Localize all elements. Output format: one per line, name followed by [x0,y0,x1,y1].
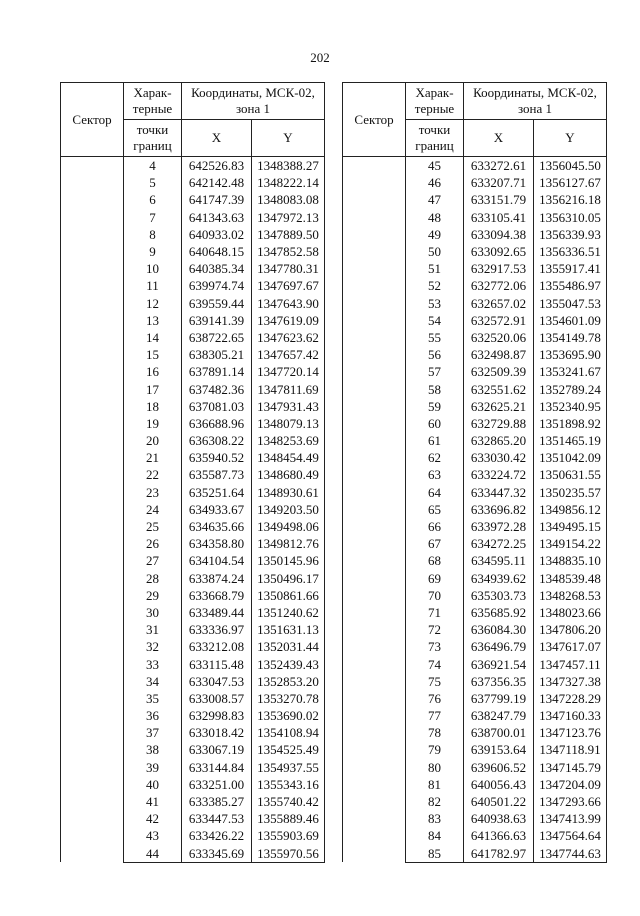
point-number-cell: 31 [124,621,182,638]
x-coordinate-cell: 633144.84 [182,759,252,776]
y-coordinate-cell: 1356045.50 [534,157,607,175]
y-coordinate-cell: 1356310.05 [534,209,607,226]
x-coordinate-cell: 642142.48 [182,174,252,191]
point-number-cell: 48 [406,209,464,226]
x-coordinate-cell: 640056.43 [464,776,534,793]
point-number-cell: 54 [406,312,464,329]
y-coordinate-cell: 1354601.09 [534,312,607,329]
x-coordinate-cell: 633668.79 [182,587,252,604]
point-number-cell: 52 [406,277,464,294]
x-coordinate-cell: 639606.52 [464,759,534,776]
point-number-cell: 24 [124,501,182,518]
y-coordinate-cell: 1347697.67 [252,277,325,294]
table-row [61,157,325,175]
x-coordinate-cell: 638722.65 [182,329,252,346]
point-number-cell: 4 [124,157,182,175]
x-coordinate-cell: 634358.80 [182,535,252,552]
y-coordinate-cell: 1347623.62 [252,329,325,346]
x-coordinate-cell: 634933.67 [182,501,252,518]
y-coordinate-cell: 1352789.24 [534,380,607,397]
page-number: 202 [310,50,330,65]
header-x: X [464,120,534,157]
x-coordinate-cell: 632657.02 [464,295,534,312]
y-coordinate-cell: 1356127.67 [534,174,607,191]
x-coordinate-cell: 633008.57 [182,690,252,707]
y-coordinate-cell: 1355486.97 [534,277,607,294]
x-coordinate-cell: 632729.88 [464,415,534,432]
x-coordinate-cell: 633426.22 [182,827,252,844]
x-coordinate-cell: 638247.79 [464,707,534,724]
y-coordinate-cell: 1347123.76 [534,724,607,741]
y-coordinate-cell: 1356339.93 [534,226,607,243]
point-number-cell: 34 [124,673,182,690]
point-number-cell: 60 [406,415,464,432]
header-char-points-top: Харак-терные [124,83,182,120]
x-coordinate-cell: 632865.20 [464,432,534,449]
y-coordinate-cell: 1347118.91 [534,741,607,758]
x-coordinate-cell: 637081.03 [182,398,252,415]
y-coordinate-cell: 1347327.38 [534,673,607,690]
point-number-cell: 55 [406,329,464,346]
point-number-cell: 51 [406,260,464,277]
x-coordinate-cell: 642526.83 [182,157,252,175]
x-coordinate-cell: 636921.54 [464,655,534,672]
x-coordinate-cell: 633447.53 [182,810,252,827]
y-coordinate-cell: 1348253.69 [252,432,325,449]
x-coordinate-cell: 641747.39 [182,191,252,208]
x-coordinate-cell: 636496.79 [464,638,534,655]
y-coordinate-cell: 1350235.57 [534,484,607,501]
point-number-cell: 20 [124,432,182,449]
point-number-cell: 78 [406,724,464,741]
y-coordinate-cell: 1353690.02 [252,707,325,724]
x-coordinate-cell: 633272.61 [464,157,534,175]
y-coordinate-cell: 1349203.50 [252,501,325,518]
point-number-cell: 15 [124,346,182,363]
point-number-cell: 62 [406,449,464,466]
point-number-cell: 40 [124,776,182,793]
x-coordinate-cell: 632498.87 [464,346,534,363]
point-number-cell: 7 [124,209,182,226]
x-coordinate-cell: 633385.27 [182,793,252,810]
y-coordinate-cell: 1349856.12 [534,501,607,518]
y-coordinate-cell: 1351898.92 [534,415,607,432]
y-coordinate-cell: 1347744.63 [534,845,607,863]
point-number-cell: 61 [406,432,464,449]
y-coordinate-cell: 1353241.67 [534,363,607,380]
x-coordinate-cell: 632998.83 [182,707,252,724]
header-coordinates: Координаты, МСК-02, зона 1 [464,83,607,120]
y-coordinate-cell: 1355917.41 [534,260,607,277]
point-number-cell: 10 [124,260,182,277]
y-coordinate-cell: 1354937.55 [252,759,325,776]
x-coordinate-cell: 633345.69 [182,845,252,863]
y-coordinate-cell: 1348835.10 [534,552,607,569]
x-coordinate-cell: 632572.91 [464,312,534,329]
x-coordinate-cell: 639559.44 [182,295,252,312]
y-coordinate-cell: 1347657.42 [252,346,325,363]
x-coordinate-cell: 633251.00 [182,776,252,793]
y-coordinate-cell: 1349498.06 [252,518,325,535]
point-number-cell: 79 [406,741,464,758]
x-coordinate-cell: 637799.19 [464,690,534,707]
x-coordinate-cell: 632520.06 [464,329,534,346]
x-coordinate-cell: 634939.62 [464,570,534,587]
x-coordinate-cell: 640648.15 [182,243,252,260]
point-number-cell: 26 [124,535,182,552]
point-number-cell: 11 [124,277,182,294]
x-coordinate-cell: 632772.06 [464,277,534,294]
point-number-cell: 58 [406,380,464,397]
x-coordinate-cell: 634272.25 [464,535,534,552]
y-coordinate-cell: 1355343.16 [252,776,325,793]
point-number-cell: 77 [406,707,464,724]
point-number-cell: 70 [406,587,464,604]
x-coordinate-cell: 633151.79 [464,191,534,208]
y-coordinate-cell: 1347931.43 [252,398,325,415]
point-number-cell: 39 [124,759,182,776]
x-coordinate-cell: 634595.11 [464,552,534,569]
x-coordinate-cell: 632551.62 [464,380,534,397]
y-coordinate-cell: 1348023.66 [534,604,607,621]
point-number-cell: 67 [406,535,464,552]
y-coordinate-cell: 1347145.79 [534,759,607,776]
y-coordinate-cell: 1354149.78 [534,329,607,346]
point-number-cell: 28 [124,570,182,587]
point-number-cell: 12 [124,295,182,312]
point-number-cell: 73 [406,638,464,655]
y-coordinate-cell: 1352439.43 [252,655,325,672]
point-number-cell: 53 [406,295,464,312]
point-number-cell: 30 [124,604,182,621]
y-coordinate-cell: 1347619.09 [252,312,325,329]
x-coordinate-cell: 635587.73 [182,466,252,483]
x-coordinate-cell: 632917.53 [464,260,534,277]
x-coordinate-cell: 632625.21 [464,398,534,415]
point-number-cell: 46 [406,174,464,191]
point-number-cell: 9 [124,243,182,260]
x-coordinate-cell: 633105.41 [464,209,534,226]
point-number-cell: 66 [406,518,464,535]
point-number-cell: 21 [124,449,182,466]
header-char-points-bottom: точки границ [124,120,182,157]
point-number-cell: 13 [124,312,182,329]
point-number-cell: 69 [406,570,464,587]
coordinates-table-left [60,82,325,863]
point-number-cell: 29 [124,587,182,604]
y-coordinate-cell: 1347413.99 [534,810,607,827]
y-coordinate-cell: 1347720.14 [252,363,325,380]
y-coordinate-cell: 1355903.69 [252,827,325,844]
y-coordinate-cell: 1349495.15 [534,518,607,535]
sector-cell [61,157,124,863]
point-number-cell: 19 [124,415,182,432]
y-coordinate-cell: 1347228.29 [534,690,607,707]
y-coordinate-cell: 1348222.14 [252,174,325,191]
x-coordinate-cell: 633447.32 [464,484,534,501]
point-number-cell: 18 [124,398,182,415]
point-number-cell: 14 [124,329,182,346]
x-coordinate-cell: 633092.65 [464,243,534,260]
y-coordinate-cell: 1348930.61 [252,484,325,501]
point-number-cell: 50 [406,243,464,260]
sector-cell [343,157,406,863]
x-coordinate-cell: 641782.97 [464,845,534,863]
x-coordinate-cell: 633115.48 [182,655,252,672]
point-number-cell: 83 [406,810,464,827]
x-coordinate-cell: 633972.28 [464,518,534,535]
x-coordinate-cell: 635685.92 [464,604,534,621]
x-coordinate-cell: 641343.63 [182,209,252,226]
x-coordinate-cell: 637482.36 [182,380,252,397]
y-coordinate-cell: 1349154.22 [534,535,607,552]
point-number-cell: 59 [406,398,464,415]
point-number-cell: 5 [124,174,182,191]
point-number-cell: 56 [406,346,464,363]
point-number-cell: 84 [406,827,464,844]
point-number-cell: 33 [124,655,182,672]
point-number-cell: 47 [406,191,464,208]
y-coordinate-cell: 1352340.95 [534,398,607,415]
y-coordinate-cell: 1347617.07 [534,638,607,655]
x-coordinate-cell: 635303.73 [464,587,534,604]
point-number-cell: 82 [406,793,464,810]
x-coordinate-cell: 639141.39 [182,312,252,329]
y-coordinate-cell: 1351042.09 [534,449,607,466]
x-coordinate-cell: 640933.02 [182,226,252,243]
point-number-cell: 71 [406,604,464,621]
x-coordinate-cell: 634104.54 [182,552,252,569]
point-number-cell: 6 [124,191,182,208]
x-coordinate-cell: 632509.39 [464,363,534,380]
y-coordinate-cell: 1349812.76 [252,535,325,552]
y-coordinate-cell: 1350861.66 [252,587,325,604]
point-number-cell: 44 [124,845,182,863]
point-number-cell: 63 [406,466,464,483]
y-coordinate-cell: 1348079.13 [252,415,325,432]
header-coordinates: Координаты, МСК-02, зона 1 [182,83,325,120]
y-coordinate-cell: 1348539.48 [534,570,607,587]
y-coordinate-cell: 1350145.96 [252,552,325,569]
x-coordinate-cell: 633212.08 [182,638,252,655]
header-sector: Сектор [61,83,124,157]
y-coordinate-cell: 1353695.90 [534,346,607,363]
x-coordinate-cell: 633489.44 [182,604,252,621]
y-coordinate-cell: 1347160.33 [534,707,607,724]
x-coordinate-cell: 636688.96 [182,415,252,432]
y-coordinate-cell: 1350496.17 [252,570,325,587]
x-coordinate-cell: 636308.22 [182,432,252,449]
x-coordinate-cell: 639153.64 [464,741,534,758]
header-sector: Сектор [343,83,406,157]
x-coordinate-cell: 633336.97 [182,621,252,638]
y-coordinate-cell: 1348083.08 [252,191,325,208]
point-number-cell: 17 [124,380,182,397]
point-number-cell: 23 [124,484,182,501]
x-coordinate-cell: 638305.21 [182,346,252,363]
y-coordinate-cell: 1355740.42 [252,793,325,810]
point-number-cell: 38 [124,741,182,758]
x-coordinate-cell: 640501.22 [464,793,534,810]
point-number-cell: 74 [406,655,464,672]
point-number-cell: 16 [124,363,182,380]
point-number-cell: 75 [406,673,464,690]
point-number-cell: 81 [406,776,464,793]
x-coordinate-cell: 633874.24 [182,570,252,587]
x-coordinate-cell: 636084.30 [464,621,534,638]
y-coordinate-cell: 1356216.18 [534,191,607,208]
x-coordinate-cell: 635940.52 [182,449,252,466]
point-number-cell: 85 [406,845,464,863]
x-coordinate-cell: 638700.01 [464,724,534,741]
point-number-cell: 49 [406,226,464,243]
x-coordinate-cell: 639974.74 [182,277,252,294]
x-coordinate-cell: 633094.38 [464,226,534,243]
point-number-cell: 36 [124,707,182,724]
y-coordinate-cell: 1348268.53 [534,587,607,604]
y-coordinate-cell: 1353270.78 [252,690,325,707]
x-coordinate-cell: 641366.63 [464,827,534,844]
point-number-cell: 41 [124,793,182,810]
y-coordinate-cell: 1355047.53 [534,295,607,312]
y-coordinate-cell: 1351631.13 [252,621,325,638]
x-coordinate-cell: 633207.71 [464,174,534,191]
x-coordinate-cell: 633018.42 [182,724,252,741]
point-number-cell: 64 [406,484,464,501]
y-coordinate-cell: 1347811.69 [252,380,325,397]
y-coordinate-cell: 1347780.31 [252,260,325,277]
y-coordinate-cell: 1352031.44 [252,638,325,655]
y-coordinate-cell: 1347457.11 [534,655,607,672]
y-coordinate-cell: 1351465.19 [534,432,607,449]
y-coordinate-cell: 1348454.49 [252,449,325,466]
x-coordinate-cell: 637356.35 [464,673,534,690]
y-coordinate-cell: 1347293.66 [534,793,607,810]
y-coordinate-cell: 1355889.46 [252,810,325,827]
point-number-cell: 80 [406,759,464,776]
x-coordinate-cell: 633224.72 [464,466,534,483]
y-coordinate-cell: 1352853.20 [252,673,325,690]
x-coordinate-cell: 633067.19 [182,741,252,758]
y-coordinate-cell: 1347643.90 [252,295,325,312]
point-number-cell: 37 [124,724,182,741]
point-number-cell: 43 [124,827,182,844]
header-y: Y [252,120,325,157]
point-number-cell: 35 [124,690,182,707]
point-number-cell: 76 [406,690,464,707]
point-number-cell: 72 [406,621,464,638]
y-coordinate-cell: 1347806.20 [534,621,607,638]
header-char-points-bottom: точки границ [406,120,464,157]
x-coordinate-cell: 633030.42 [464,449,534,466]
y-coordinate-cell: 1347564.64 [534,827,607,844]
y-coordinate-cell: 1347852.58 [252,243,325,260]
y-coordinate-cell: 1347889.50 [252,226,325,243]
x-coordinate-cell: 640385.34 [182,260,252,277]
x-coordinate-cell: 637891.14 [182,363,252,380]
point-number-cell: 22 [124,466,182,483]
y-coordinate-cell: 1356336.51 [534,243,607,260]
y-coordinate-cell: 1348680.49 [252,466,325,483]
point-number-cell: 25 [124,518,182,535]
coordinates-table-right [342,82,607,863]
y-coordinate-cell: 1351240.62 [252,604,325,621]
header-y: Y [534,120,607,157]
y-coordinate-cell: 1347204.09 [534,776,607,793]
y-coordinate-cell: 1354108.94 [252,724,325,741]
point-number-cell: 57 [406,363,464,380]
point-number-cell: 45 [406,157,464,175]
y-coordinate-cell: 1355970.56 [252,845,325,863]
header-char-points-top: Харак-терные [406,83,464,120]
y-coordinate-cell: 1354525.49 [252,741,325,758]
x-coordinate-cell: 634635.66 [182,518,252,535]
y-coordinate-cell: 1347972.13 [252,209,325,226]
point-number-cell: 42 [124,810,182,827]
x-coordinate-cell: 633047.53 [182,673,252,690]
point-number-cell: 8 [124,226,182,243]
table-row [343,157,607,175]
y-coordinate-cell: 1350631.55 [534,466,607,483]
point-number-cell: 65 [406,501,464,518]
x-coordinate-cell: 635251.64 [182,484,252,501]
point-number-cell: 68 [406,552,464,569]
point-number-cell: 32 [124,638,182,655]
point-number-cell: 27 [124,552,182,569]
x-coordinate-cell: 640938.63 [464,810,534,827]
x-coordinate-cell: 633696.82 [464,501,534,518]
y-coordinate-cell: 1348388.27 [252,157,325,175]
header-x: X [182,120,252,157]
